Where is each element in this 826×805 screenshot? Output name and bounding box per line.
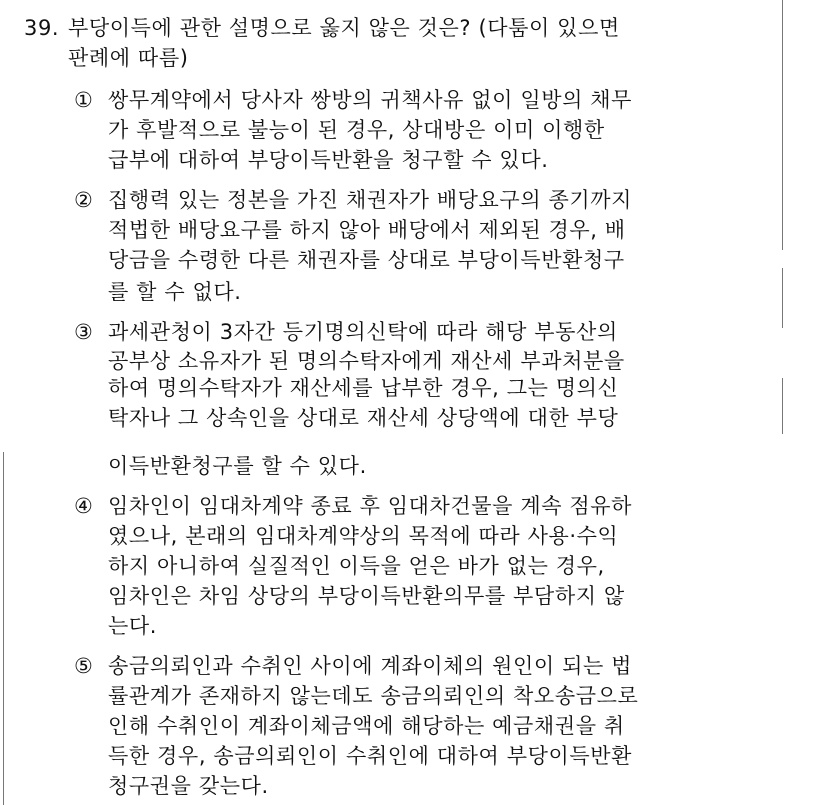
option-line: 과세관청이 3자간 등기명의신탁에 따라 해당 부동산의 (108, 320, 618, 344)
question-number: 39. (24, 16, 60, 40)
option-line: 하여 명의수탁자가 재산세를 납부한 경우, 그는 명의신 (108, 376, 619, 400)
option-line: 가 후발적으로 불능이 된 경우, 상대방은 이미 이행한 (108, 118, 605, 142)
column-divider (3, 452, 4, 805)
option-marker: ⑤ (74, 654, 94, 678)
option-line: 득한 경우, 송금의뢰인이 수취인에 대하여 부당이득반환 (108, 744, 633, 768)
option-line: 적법한 배당요구를 하지 않아 배당에서 제외된 경우, 배 (108, 218, 626, 242)
option-line: 당금을 수령한 다른 채권자를 상대로 부당이득반환청구 (108, 248, 625, 272)
question-stem-line: 판례에 따름) (68, 46, 189, 70)
option-line: 집행력 있는 정본을 가진 채권자가 배당요구의 종기까지 (108, 188, 633, 212)
option-marker: ① (74, 88, 94, 112)
option-marker: ② (74, 188, 94, 212)
column-divider (782, 0, 783, 250)
option-line: 탁자나 그 상속인을 상대로 재산세 상당액에 대한 부당 (108, 406, 619, 430)
option-line: 공부상 소유자가 된 명의수탁자에게 재산세 부과처분을 (108, 349, 625, 373)
clipped-line (108, 246, 788, 272)
option-line: 를 할 수 없다. (108, 280, 242, 304)
column-divider (782, 378, 783, 434)
option-line: 임차인이 임대차계약 종료 후 임대차건물을 계속 점유하 (108, 494, 633, 518)
option-line: 하지 아니하여 실질적인 이득을 얻은 바가 없는 경우, (108, 554, 605, 578)
option-line: 쌍무계약에서 당사자 쌍방의 귀책사유 없이 일방의 채무 (108, 88, 633, 112)
option-line: 송금의뢰인과 수취인 사이에 계좌이체의 원인이 되는 법 (108, 654, 633, 678)
option-line: 이득반환청구를 할 수 있다. (108, 454, 367, 478)
option-line: 인해 수취인이 계좌이체금액에 해당하는 예금채권을 취 (108, 714, 625, 738)
option-marker: ③ (74, 320, 94, 344)
question-stem-line: 부당이득에 관한 설명으로 옳지 않은 것은? (다툼이 있으면 (68, 16, 620, 40)
option-line: 임차인은 차임 상당의 부당이득반환의무를 부담하지 않 (108, 584, 625, 608)
clipped-line (108, 347, 788, 373)
option-line: 급부에 대하여 부당이득반환을 청구할 수 있다. (108, 148, 549, 172)
option-line: 률관계가 존재하지 않는데도 송금의뢰인의 착오송금으로 (108, 684, 639, 708)
option-line: 청구권을 갖는다. (108, 774, 269, 798)
option-line: 였으나, 본래의 임대차계약상의 목적에 따라 사용·수익 (108, 524, 619, 548)
column-divider (782, 268, 783, 328)
option-marker: ④ (74, 494, 94, 518)
option-line: 는다. (108, 614, 158, 638)
